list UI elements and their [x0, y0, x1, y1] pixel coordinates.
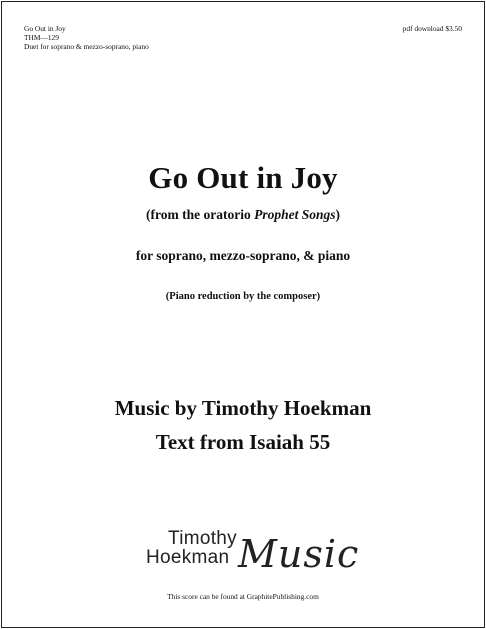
footer-note: This score can be found at GraphitePublishing.com	[167, 592, 319, 601]
header-scoring-line: Duet for soprano & mezzo-soprano, piano	[24, 42, 149, 51]
reduction-note: (Piano reduction by the composer)	[165, 291, 321, 302]
subtitle-prefix: (from the oratorio	[146, 207, 255, 222]
logo-music-word: Music	[238, 532, 360, 576]
subtitle	[0, 207, 486, 223]
text-credit: Text from Isaiah 55	[155, 430, 331, 454]
header-meta-left	[24, 24, 149, 51]
subtitle-suffix: )	[335, 207, 340, 222]
instrumentation: for soprano, mezzo-soprano, & piano	[135, 248, 351, 263]
header-price: pdf download $3.50	[402, 24, 462, 33]
publisher-logo	[146, 528, 360, 576]
composer-credit: Music by Timothy Hoekman	[114, 396, 372, 420]
header-title-line: Go Out in Joy	[24, 24, 66, 33]
header-catalog-line: THM—129	[24, 33, 59, 42]
page-title: Go Out in Joy	[148, 160, 338, 195]
logo-last-name: Hoekman	[146, 547, 230, 568]
oratorio-name: Prophet Songs	[254, 207, 336, 222]
logo-first-name: Timothy	[168, 528, 237, 549]
